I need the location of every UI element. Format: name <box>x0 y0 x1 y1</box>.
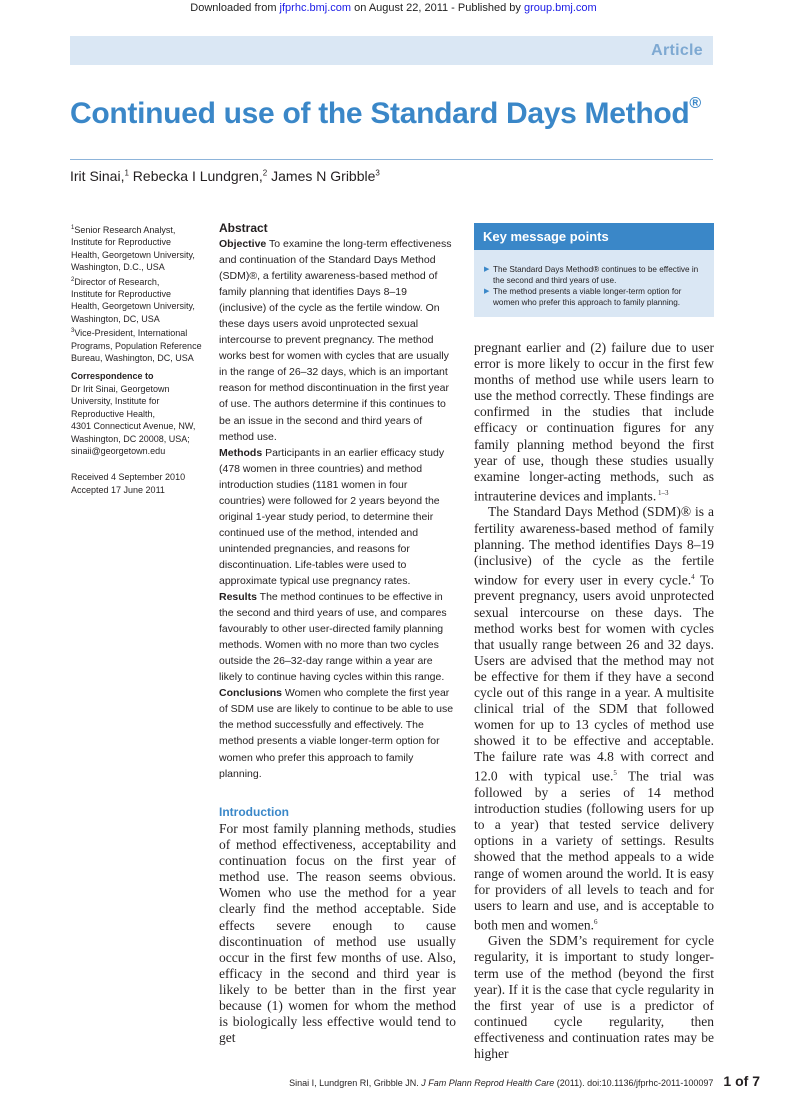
citation-suffix: (2011). doi:10.1136/jfprhc-2011-100097 <box>554 1078 714 1088</box>
reference-mark: 4 <box>691 572 695 581</box>
article-dates <box>71 471 206 496</box>
title-divider <box>70 159 713 160</box>
affiliation-2: $^2$Director of Research, Institute for Reproductive Health, Georgetown University, Washington, DC, USA <box>71 276 195 324</box>
reference-mark: 5 <box>613 769 617 778</box>
body-paragraph: pregnant earlier and (2) failure due to user error is more likely to occur in the first few months of method use while users learn to use the method correctly. These findings are confirmed in the studies that include efficacy or continuation figures for any family planning method beyond the first year of use, though these studies usually examine longer-acting methods, such as intrauterine devices and implants. $^{1-3}$ <box>474 340 714 504</box>
results-text: The method continues to be effective in the second and third years of use, and compares favourably to other user-directed family planning methods. Women with no more than two cycles outside the 26–32-day range within a year are likely to continue having cycles within this range. <box>219 591 447 684</box>
journal-name: J Fam Plann Reprod Health Care <box>421 1078 555 1088</box>
correspondence-email[interactable]: sinaii@georgetown.edu <box>71 445 166 456</box>
key-message-item: ▶ The Standard Days Method® continues to be effective in the second and third years of use. <box>484 265 699 285</box>
conclusions-text: Women who complete the first year of SDM use are likely to continue to be able to use the method successfully and effectively. The method presents a viable longer-term option for women who prefer this approach to family planning. <box>219 687 454 780</box>
methods-label: Methods <box>219 446 263 459</box>
abstract-heading: Abstract <box>219 221 268 235</box>
affiliation-1: $^1$Senior Research Analyst, Institute for Reproductive Health, Georgetown University, Washington, D.C., USA <box>71 225 195 273</box>
download-middle: on August 22, 2011 - Published by <box>351 2 524 14</box>
article-title <box>70 97 713 131</box>
author-affiliation-mark: 3 <box>375 168 380 178</box>
body-paragraph: Given the SDM’s requirement for cycle regularity, it is important to study longer-term use of the method (beyond the first year). If it is the case that cycle regularity in the first year of use is a predictor of continued cycle regularity, then effectiveness and continuation rates may be higher <box>474 933 714 1062</box>
key-message-item: ▶ The method presents a viable longer-term option for women who prefer this approach to family planning. <box>484 287 682 307</box>
key-message-heading: Key message points <box>474 223 714 250</box>
conclusions-label: Conclusions <box>219 687 283 700</box>
author-name: Irit Sinai, <box>70 168 125 184</box>
key-message-list <box>474 250 714 308</box>
registered-mark: ® <box>689 95 701 112</box>
abstract-conclusions <box>219 685 455 781</box>
page-number: 1 of 7 <box>723 1073 760 1089</box>
bullet-triangle-icon: ▶ <box>484 266 490 273</box>
received-date: Received 4 September 2010 <box>71 472 186 483</box>
body-right-column <box>474 340 714 1062</box>
reference-mark: 6 <box>593 917 598 926</box>
citation-prefix: Sinai I, Lundgren RI, Gribble JN. <box>289 1078 422 1088</box>
article-title-text: Continued use of the Standard Days Method <box>70 97 690 130</box>
author-name: James N Gribble <box>267 168 376 184</box>
affiliation-3: $^3$Vice-President, International Programs, Population Reference Bureau, Washington, DC, USA <box>71 328 202 364</box>
author-affiliation-mark: 2 <box>262 168 268 178</box>
objective-label: Objective <box>219 238 267 250</box>
abstract-methods <box>219 445 455 589</box>
objective-text: To examine the long-term effectiveness and continuation of the Standard Days Method (SDM)®, a fertility awareness-based method of family planning that identifies Days 8–19 (inclusive) of the cycle as the fertile window. On these days users avoid unprotected sexual intercourse to prevent pregnancy. The method works best for women with cycles that are usually in the range of 26–32 days, which is an important reason for method discontinuation in the first year of use. The authors determine if this continues to be an issue in the second and third years of method use. <box>219 238 452 443</box>
article-section-band <box>70 36 713 65</box>
abstract-results <box>219 589 455 685</box>
abstract-objective <box>219 236 455 445</box>
author-affiliation-mark: 1 <box>124 168 129 178</box>
bullet-triangle-icon: ▶ <box>484 288 490 295</box>
correspondence-address: Dr Irit Sinai, Georgetown University, Institute for Reproductive Health, 4301 Connecticut Avenue, NW, Washington, DC 20008, USA; sinaii@georgetown.edu <box>71 383 196 456</box>
affiliations-sidebar <box>71 222 206 496</box>
download-bar <box>0 2 787 14</box>
author-name: Rebecka I Lundgren, <box>128 168 263 184</box>
accepted-date: Accepted 17 June 2011 <box>71 484 165 495</box>
publisher-site-link[interactable]: group.bmj.com <box>523 2 597 14</box>
author-list <box>70 168 380 184</box>
abstract <box>219 221 455 782</box>
body-paragraph: The Standard Days Method (SDM)® is a fertility awareness-based method of family planning. The method identifies Days 8–19 (inclusive) of the cycle as the fertile window for every user in every cycle.$^4$ To prevent pregnancy, users avoid unprotected sexual intercourse on these days. The method works best for women with cycles that usually range between 26 and 32 days. Users are advised that the method may not be effective for them if they have a second cycle out of this range in a year. A multisite clinical trial of the SDM that followed women for up to 13 cycles of method use showed it to be effective and acceptable. The failure rate was 4.8 with correct and 12.0 with typical use.$^5$ The trial was followed by a series of 14 method introduction studies (following users for up to a year) that tested service delivery options in a variety of settings. Results showed that the method appeals to a wide range of women around the world. It is easy for providers of all levels to teach and for users to learn and use, and is acceptable to both men and women.$^6$ <box>474 504 715 933</box>
journal-site-link[interactable]: jfprhc.bmj.com <box>279 2 352 14</box>
results-label: Results <box>219 591 257 604</box>
page-footer <box>0 1073 760 1089</box>
key-message-box <box>474 223 714 317</box>
section-label: Article <box>651 42 703 59</box>
download-prefix: Downloaded from <box>190 2 280 14</box>
methods-text: Participants in an earlier efficacy study (478 women in three countries) and method introduction studies (1181 women in four countries) were followed for 2 years beyond the original 1-year study period, to determine their continued use of the method, intended and unintended pregnancies, and reasons for discontinuation. Life-tables were used to approximate typical use pregnancy rates. <box>219 446 445 587</box>
introduction-text: For most family planning methods, studies of method effectiveness, acceptability and continuation focus on the first year of method use. The reason seems obvious. Women who use the method for a year clearly find the method acceptable. Side effects severe enough to cause discontinuation of method use usually occur in the first few months of use. Also, efficacy in the second and third year is likely to be better than in the first year because (1) women for whom the method is biologically less effective would tend to get <box>219 821 456 1046</box>
introduction-heading: Introduction <box>219 805 289 819</box>
reference-mark: 1–3 <box>656 488 669 497</box>
correspondence-heading: Correspondence to <box>71 371 154 382</box>
